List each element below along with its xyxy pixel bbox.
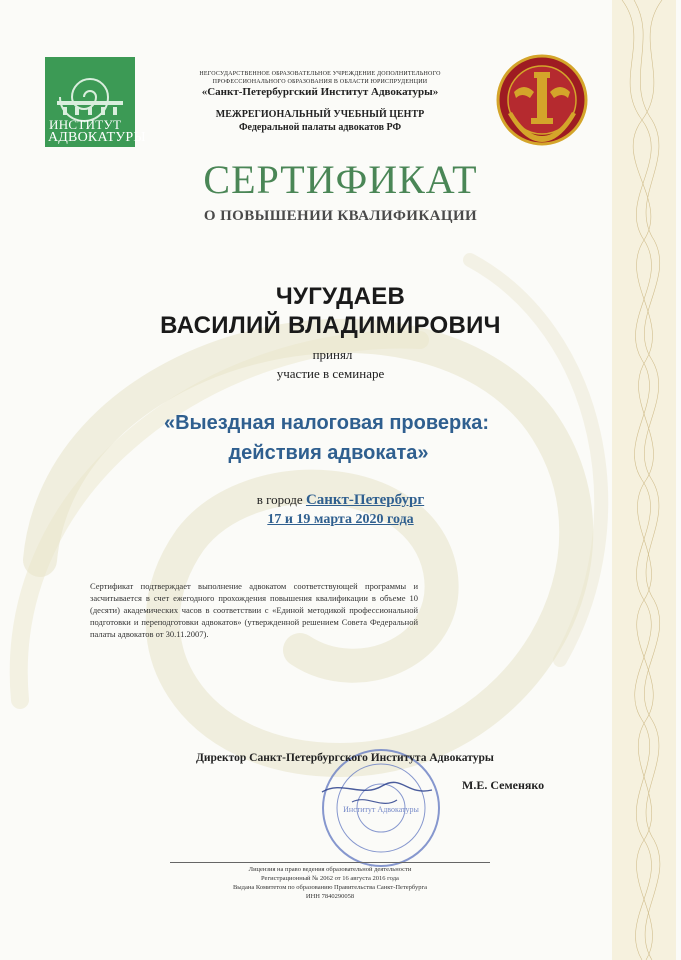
location-city: Санкт-Петербург [305,492,425,508]
certificate-title: СЕРТИФИКАТ [203,157,478,202]
recipient-surname: ЧУГУДАЕВ [275,283,406,310]
seminar-title-line2: действия адвоката» [228,442,429,464]
location-line [0,492,681,509]
certificate-subtitle: О ПОВЫШЕНИИ КВАЛИФИКАЦИИ [203,208,478,224]
org-line2: ПРОФЕССИОНАЛЬНОГО ОБРАЗОВАНИЯ В ОБЛАСТИ ЮРИСПРУДЕНЦИИ [212,79,428,85]
institute-logo [45,57,146,147]
license-line3: Выдана Комитетом по образованию Правительства Санкт-Петербурга [232,884,428,891]
stamp-text: Институт Адвокатуры [343,805,419,814]
license-line2: Регистрационный № 2062 от 16 августа 2016 года [261,875,399,882]
footer-divider [170,862,490,863]
license-line4: ИНН 7840290058 [305,893,355,900]
accepted-text: принял [312,347,353,362]
logo-line1: ИНСТИТУТ [49,117,122,132]
recipient-given-names: ВАСИЛИЙ ВЛАДИМИРОВИЧ [160,312,501,339]
org-description [150,70,490,86]
seminar-dates: 17 и 19 марта 2020 года [267,512,414,527]
decorative-border [612,0,676,960]
institute-name: «Санкт-Петербургский Институт Адвокатуры» [201,86,439,98]
seminar-title-line1: «Выездная налоговая проверка: [163,412,490,434]
license-line1: Лицензия на право ведения образовательной деятельности [248,866,412,873]
location-prefix: в городе [256,492,303,507]
director-title: Директор Санкт-Петербургского Института Адвокатуры [196,752,494,764]
participation-text: участие в семинаре [276,366,385,381]
center-line1: МЕЖРЕГИОНАЛЬНЫЙ УЧЕБНЫЙ ЦЕНТР [215,109,425,120]
center-line2: Федеральной палаты адвокатов РФ [238,122,402,133]
org-line1: НЕГОСУДАРСТВЕННОЕ ОБРАЗОВАТЕЛЬНОЕ УЧРЕЖДЕНИЕ ДОПОЛНИТЕЛЬНОГО [199,71,441,77]
logo-line2: АДВОКАТУРЫ [48,130,146,145]
bar-association-emblem-icon [494,52,590,152]
certificate-body-text: Сертификат подтверждает выполнение адвокатом соответствующей программы и засчитывается в счет ежегодного прохождения повышения квалификации в объеме 10 (десяти) академических часов в соответствии с «Единой методикой профессиональной подготовки и переподготовки адвокатов» (утвержденной решением Совета Федеральной палаты адвокатов от 30.11.2007). [90,581,418,639]
signer-name: М.Е. Семеняко [462,778,545,792]
training-center [150,108,490,134]
